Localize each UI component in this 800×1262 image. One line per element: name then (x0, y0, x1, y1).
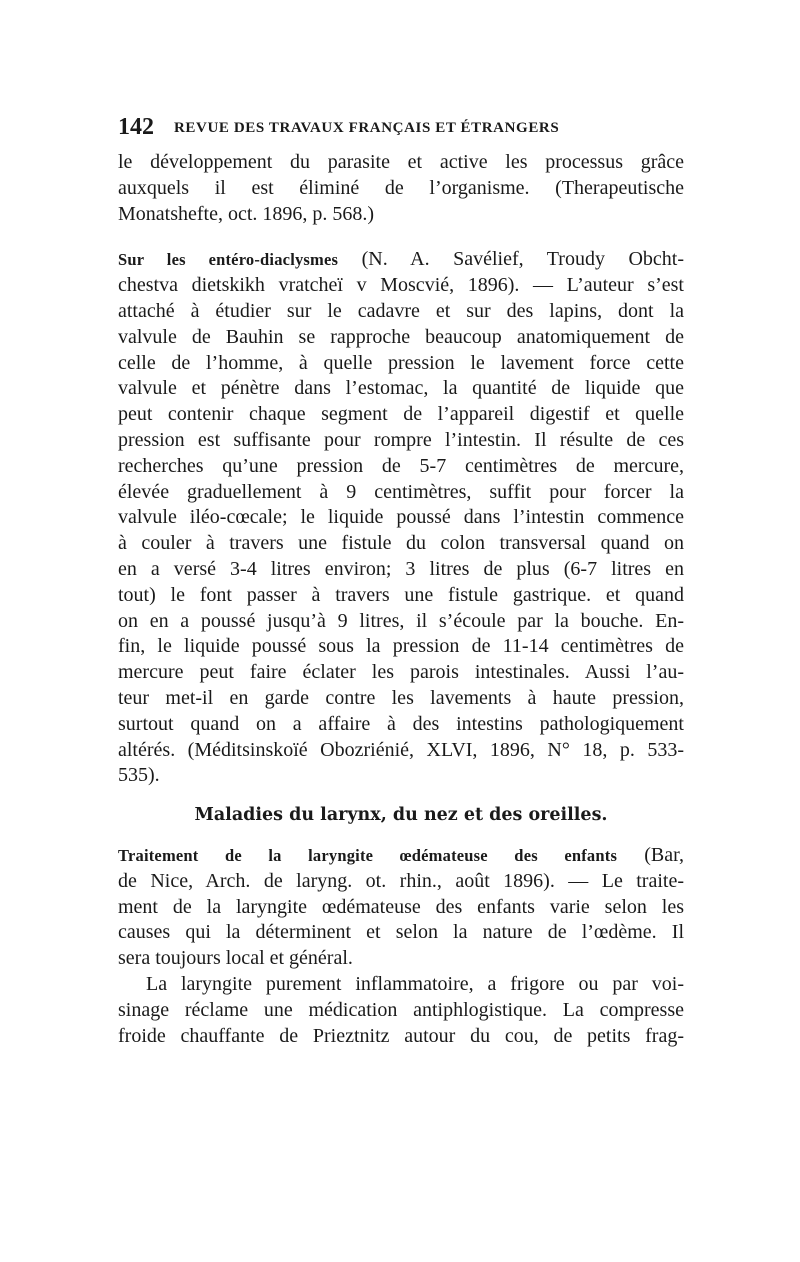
text-line: causes qui la déterminent et selon la nature de l’œdème. Il (118, 921, 684, 944)
article-heading: Traitement de la laryngite œdémateuse des enfants (118, 845, 618, 865)
page-number: 142 (118, 114, 154, 140)
text-line: le développement du parasite et active les processus grâce (118, 151, 684, 173)
text-line: Monatshefte, oct. 1896, p. 568.) (118, 202, 375, 225)
running-head (118, 114, 684, 144)
article-first-line (118, 247, 684, 273)
text-segment: (N. A. Savélief, Troudy Obcht- (338, 248, 684, 271)
text-line: auxquels il est éliminé de l’organisme. (Therapeutische (118, 176, 684, 199)
text-line: de Nice, Arch. de laryng. ot. rhin., août 1896). — Le traite- (118, 869, 684, 892)
text-line: valvule iléo-cœcale; le liquide poussé dans l’intestin commence (118, 506, 684, 529)
article-heading: Sur les entéro-diaclysmes (118, 250, 339, 270)
text-line: surtout quand on a affaire à des intestins pathologiquement (118, 712, 684, 735)
text-line: sera toujours local et général. (118, 947, 353, 970)
text-line: recherches qu’une pression de 5-7 centimètres de mercure, (118, 454, 684, 477)
text-line: fin, le liquide poussé sous la pression de 11-14 centimètres de (118, 635, 684, 658)
text-line: en a versé 3-4 litres environ; 3 litres de plus (6-7 litres en (118, 557, 684, 580)
text-line: tout) le font passer à travers une fistule gastrique. et quand (118, 583, 684, 606)
text-line: attaché à étudier sur le cadavre et sur des lapins, dont la (118, 299, 684, 322)
text-line: 535). (118, 764, 160, 787)
text-line: élevée graduellement à 9 centimètres, suffit pour forcer la (118, 480, 684, 503)
text-line: mercure peut faire éclater les parois intestinales. Aussi l’au- (118, 661, 684, 684)
section-heading: Maladies du larynx, du nez et des oreilles. (194, 805, 608, 826)
page-body (118, 150, 684, 1049)
text-line: La laryngite purement inflammatoire, a frigore ou par voi- (146, 972, 684, 995)
text-line: ment de la laryngite œdémateuse des enfants varie selon les (118, 895, 684, 918)
article-first-line (118, 843, 684, 869)
text-line: sinage réclame une médication antiphlogistique. La compresse (118, 998, 684, 1021)
text-line: on en a poussé jusqu’à 9 litres, il s’écoule par la bouche. En- (118, 609, 684, 632)
running-title: REVUE DES TRAVAUX FRANÇAIS ET ÉTRANGERS (174, 120, 560, 136)
text-segment: (Bar, (617, 843, 684, 866)
text-line: altérés. (Méditsinskoïé Obozriénié, XLVI, 1896, N° 18, p. 533- (118, 738, 684, 761)
text-line: peut contenir chaque segment de l’appareil digestif et quelle (118, 403, 684, 426)
text-line: teur met-il en garde contre les lavements à haute pression, (118, 686, 684, 709)
text-line: valvule et pénètre dans l’estomac, la quantité de liquide que (118, 377, 684, 400)
text-line: valvule de Bauhin se rapproche beaucoup anatomiquement de (118, 325, 684, 348)
text-line: celle de l’homme, à quelle pression le lavement force cette (118, 351, 684, 374)
text-line: à couler à travers une fistule du colon transversal quand on (118, 532, 684, 555)
text-line: chestva dietskikh vratcheï v Moscvié, 1896). — L’auteur s’est (118, 274, 684, 297)
text-line: pression est suffisante pour rompre l’intestin. Il résulte de ces (118, 428, 684, 451)
text-line: froide chauffante de Prieztnitz autour du cou, de petits frag- (118, 1024, 684, 1047)
